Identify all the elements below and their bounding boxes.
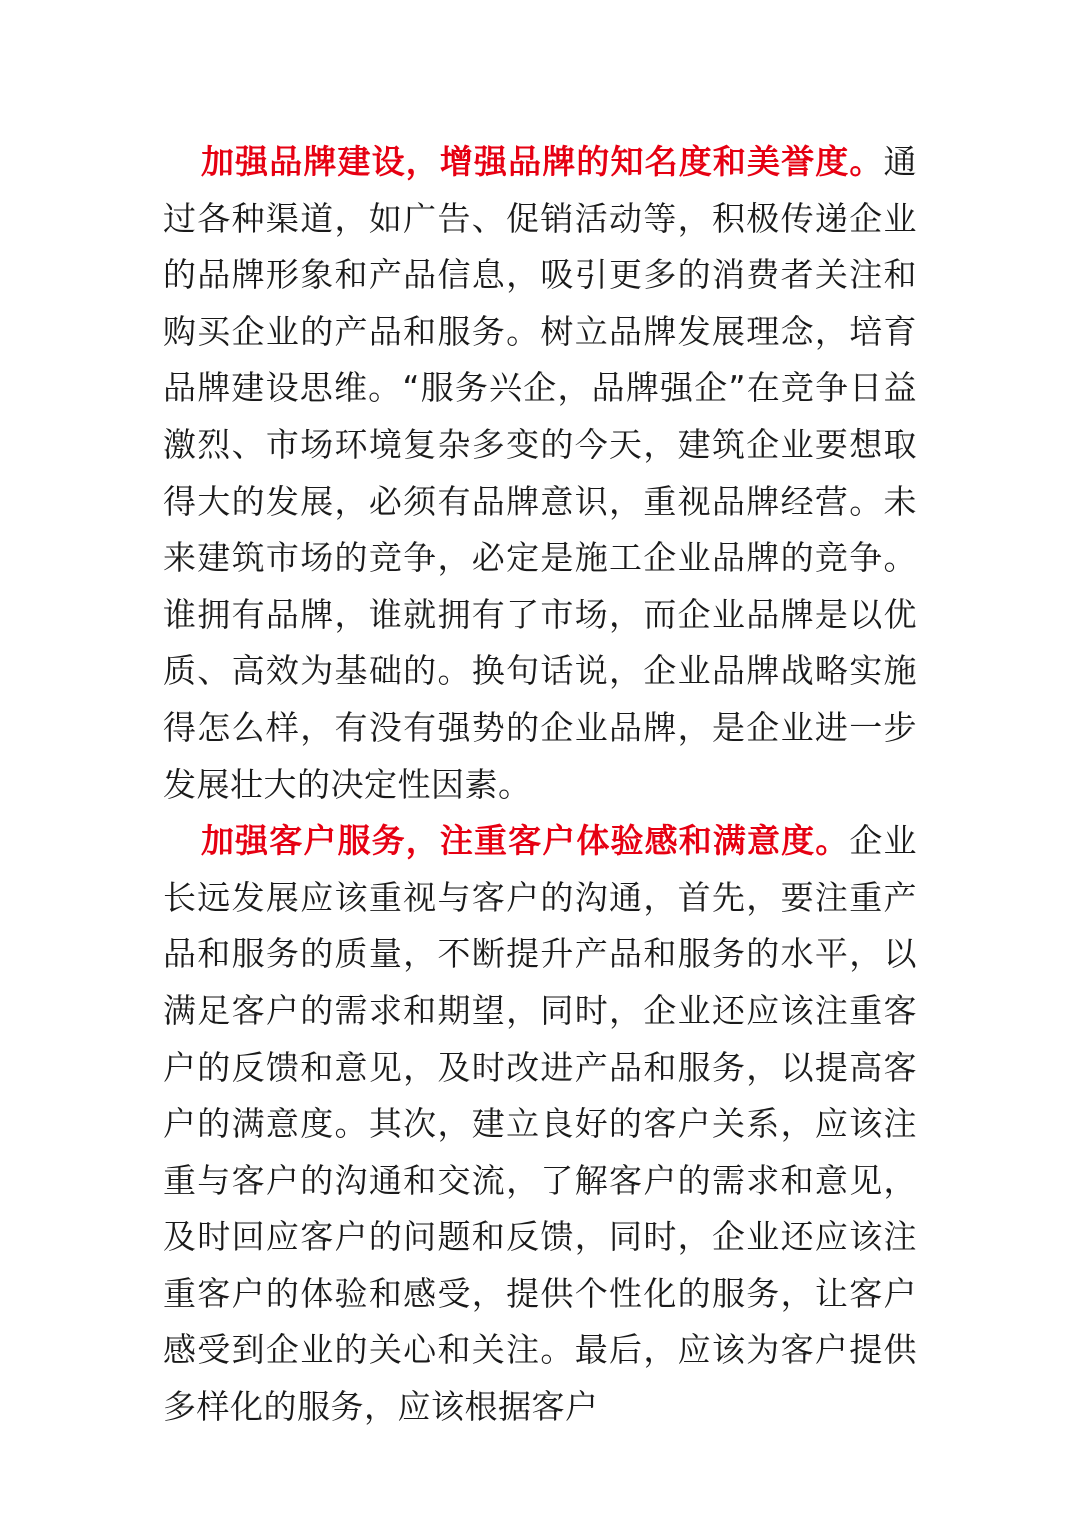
paragraph-lead-heading: 加强客户服务，注重客户体验感和满意度。 <box>201 821 850 861</box>
paragraph-brand-building <box>163 134 917 813</box>
document-body <box>163 134 917 1436</box>
paragraph-body-text: 企业长远发展应该重视与客户的沟通，首先，要注重产品和服务的质量，不断提升产品和服务的水平，以满足客户的需求和期望，同时，企业还应该注重客户的反馈和意见，及时改进产品和服务，以提高客户的满意度。其次，建立良好的客户关系，应该注重与客户的沟通和交流，了解客户的需求和意见，及时回应客户的问题和反馈，同时，企业还应该注重客户的体验和感受，提供个性化的服务，让客户感受到企业的关心和关注。最后，应该为客户提供多样化的服务，应该根据客户 <box>163 821 917 1427</box>
paragraph-body-text: 通过各种渠道，如广告、促销活动等，积极传递企业的品牌形象和产品信息，吸引更多的消费者关注和购买企业的产品和服务。树立品牌发展理念，培育品牌建设思维。“服务兴企，品牌强企”在竞争日益激烈、市场环境复杂多变的今天，建筑企业要想取得大的发展，必须有品牌意识，重视品牌经营。未来建筑市场的竞争，必定是施工企业品牌的竞争。谁拥有品牌，谁就拥有了市场，而企业品牌是以优质、高效为基础的。换句话说，企业品牌战略实施得怎么样，有没有强势的企业品牌，是企业进一步发展壮大的决定性因素。 <box>163 142 917 804</box>
paragraph-lead-heading: 加强品牌建设，增强品牌的知名度和美誉度。 <box>201 142 884 181</box>
paragraph-customer-service <box>163 813 917 1436</box>
